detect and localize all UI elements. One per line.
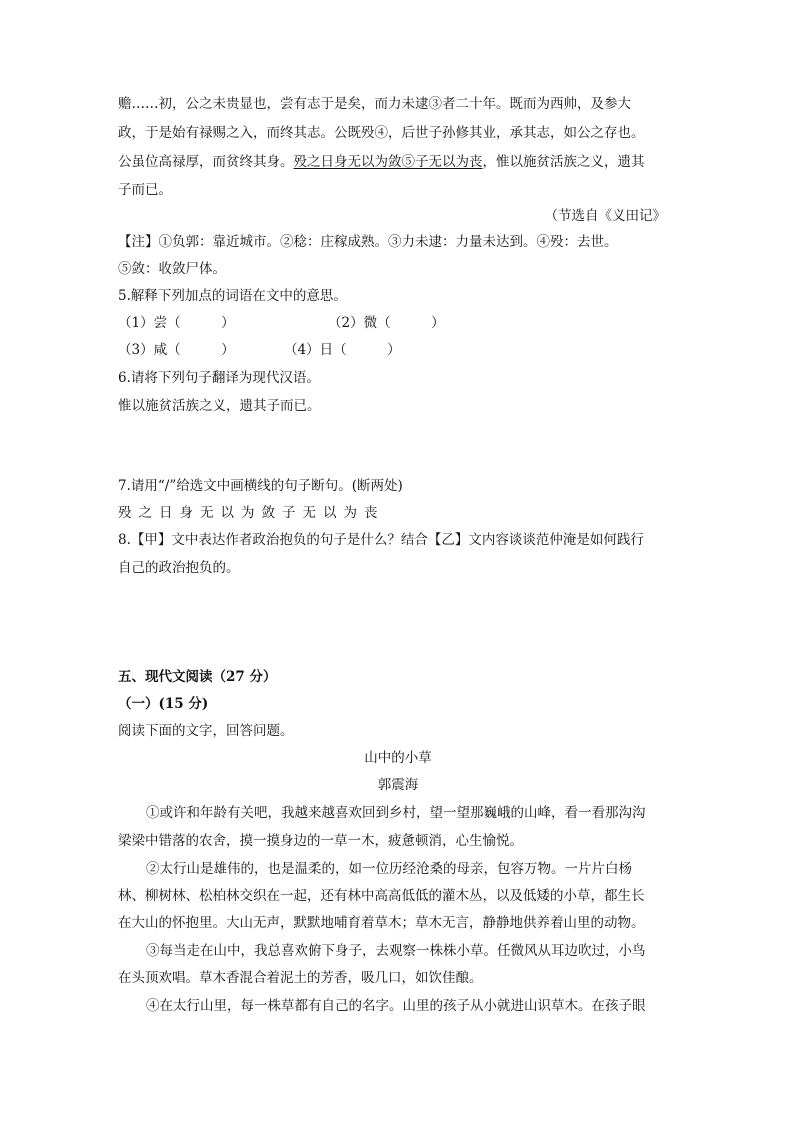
question-5-row-2: [118, 340, 678, 360]
paragraph-4-line-1: ④在太行山里，每一株草都有自己的名字。山里的孩子从小就进山识草木。在孩子眼: [146, 998, 646, 1014]
article-title: 山中的小草: [364, 750, 432, 766]
q5-item-1: （1）尝（ ）: [118, 315, 235, 331]
question-8-line-1: 8.【甲】文中表达作者政治抱负的句子是什么？结合【乙】文内容谈谈范仲淹是如何践行: [118, 532, 644, 548]
q5-item-4: （4）日（ ）: [284, 342, 401, 358]
section-heading: 五、现代文阅读（27 分）: [118, 669, 277, 685]
passage-line-3-start: 公虽位高禄厚，而贫终其身。: [118, 154, 294, 170]
article-author: 郭震海: [377, 777, 419, 793]
underlined-sentence: 殁之日身无以为敛⑤子无以为丧: [293, 154, 483, 170]
source-citation: （节选自《义田记》: [544, 208, 666, 224]
passage-line-2: 政，于是始有禄赐之入，而终其志。公既殁④，后世子孙修其业，承其志，如公之存也。: [118, 125, 645, 141]
paragraph-2-line-1: ②太行山是雄伟的，也是温柔的，如一位历经沧桑的母亲，包容万物。一片片白杨: [146, 861, 632, 877]
paragraph-1-line-2: 梁梁中错落的农舍，摸一摸身边的一草一木，疲惫顿消，心生愉悦。: [118, 833, 523, 849]
question-8-line-2: 自己的政治抱负的。: [118, 560, 240, 576]
question-6: 6.请将下列句子翻译为现代汉语。: [118, 370, 320, 386]
reading-instruction: 阅读下面的文字，回答问题。: [118, 723, 294, 739]
subsection-heading: （一）(15 分): [118, 696, 209, 712]
paragraph-3-line-2: 在头顶欢唱。草木香混合着泥土的芳香，吸几口，如饮佳酿。: [118, 970, 483, 986]
question-7: 7.请用“/”给选文中画横线的句子断句。(断两处): [118, 478, 403, 494]
q5-item-2: （2）微（ ）: [328, 315, 445, 331]
question-6-sentence: 惟以施贫活族之义，遗其子而已。: [118, 398, 321, 414]
paragraph-3-line-1: ③每当走在山中，我总喜欢俯下身子，去观察一株株小草。任微风从耳边吹过，小鸟: [146, 943, 646, 959]
paragraph-2-line-2: 林、柳树林、松柏林交织在一起，还有林中高高低低的灌木丛，以及低矮的小草，都生长: [118, 888, 645, 904]
passage-line-3: [118, 152, 678, 172]
annotation-line-1: 【注】①负郭：靠近城市。②稔：庄稼成熟。③力未逮：力量未达到。④殁：去世。: [118, 234, 618, 250]
question-5-row-1: [118, 313, 678, 333]
question-7-sentence: 殁之日身无以为敛子无以为丧: [118, 505, 385, 521]
passage-line-1: 赡……初，公之未贵显也，尝有志于是矣，而力未逮③者二十年。既而为西帅，及参大: [118, 96, 631, 112]
annotation-line-2: ⑤敛：收敛尸体。: [118, 261, 226, 277]
paragraph-2-line-3: 在大山的怀抱里。大山无声，默默地哺育着草木；草木无言，静静地供养着山里的动物。: [118, 915, 645, 931]
question-5: 5.解释下列加点的词语在文中的意思。: [118, 288, 347, 304]
passage-line-4: 子而已。: [118, 182, 172, 198]
passage-line-3-end: ，惟以施贫活族之义，遗其: [482, 154, 645, 170]
paragraph-1-line-1: ①或许和年龄有关吧，我越来越喜欢回到乡村，望一望那巍峨的山峰，看一看那沟沟: [146, 805, 646, 821]
q5-item-3: （3）咸（ ）: [118, 342, 235, 358]
